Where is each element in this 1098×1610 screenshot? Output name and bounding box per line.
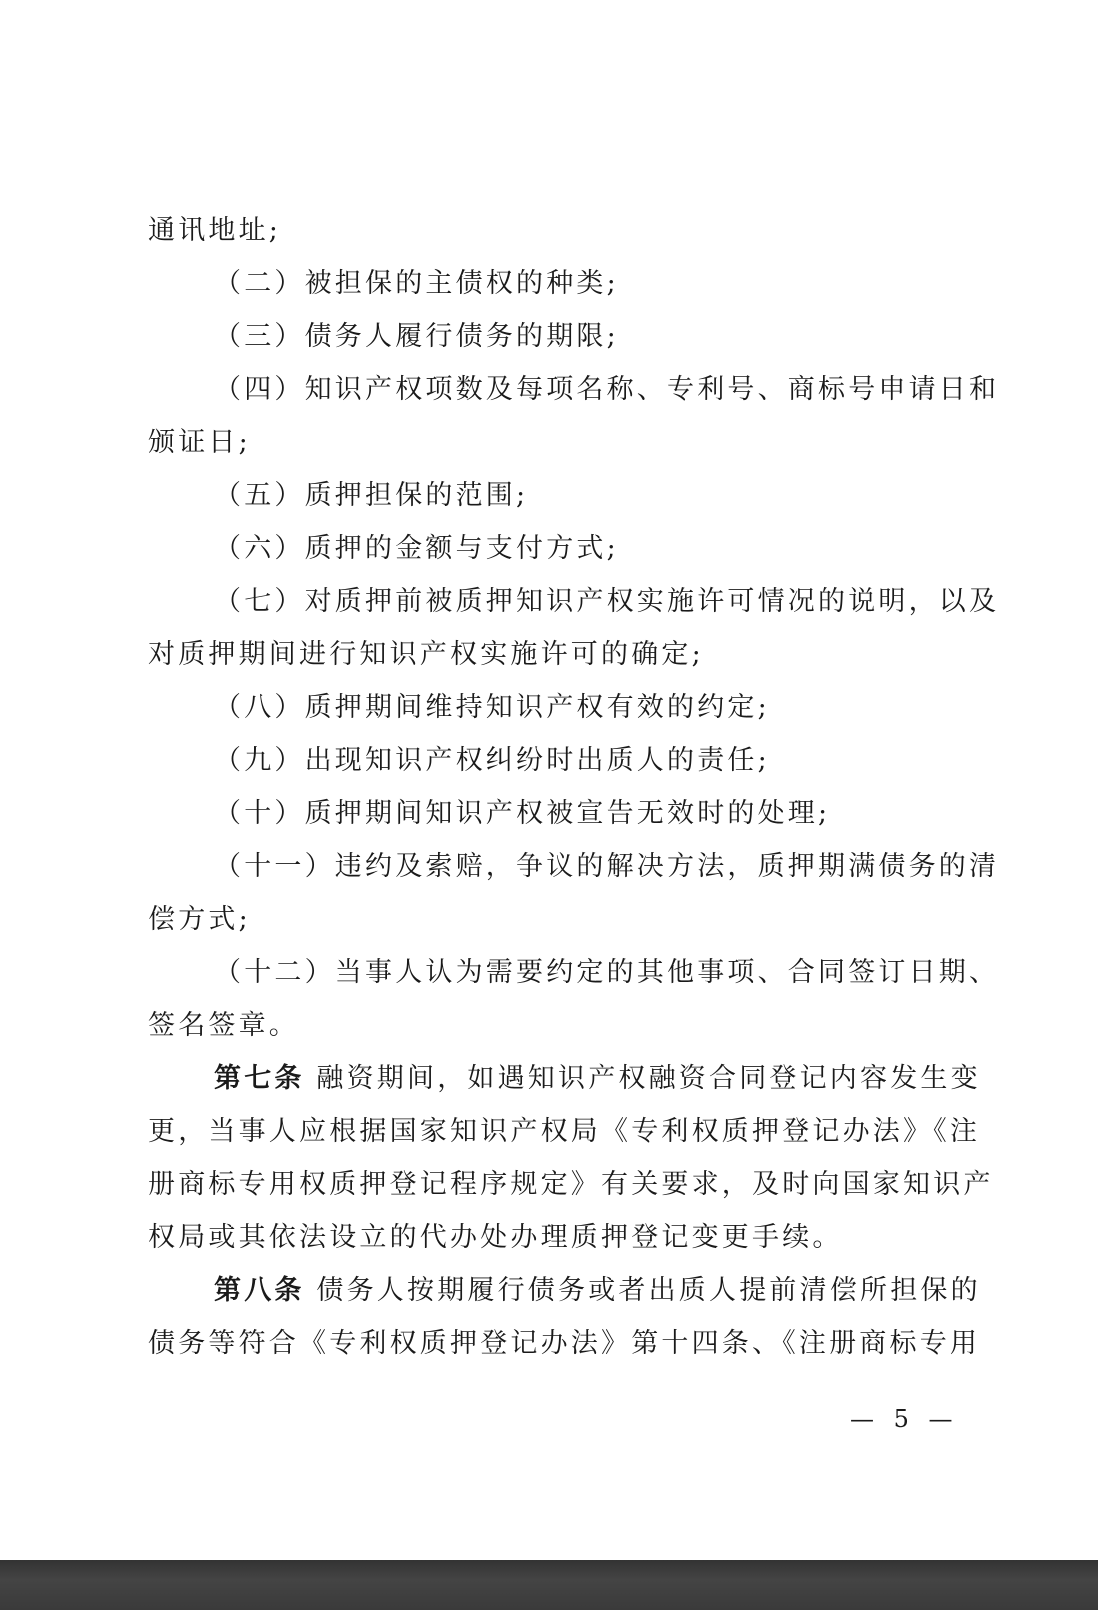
text-line: 册商标专用权质押登记程序规定》有关要求，及时向国家知识产: [148, 1169, 994, 1200]
clause-item-7: （七）对质押前被质押知识产权实施许可情况的说明，以及: [214, 586, 1000, 617]
text-line: 通讯地址;: [148, 215, 282, 246]
article-heading: 第八条: [214, 1275, 305, 1306]
text-line: 债务等符合《专利权质押登记办法》第十四条、《注册商标专用: [148, 1328, 981, 1359]
clause-item-11: （十一）违约及索赔，争议的解决方法，质押期满债务的清: [214, 851, 1000, 882]
text-line: 更，当事人应根据国家知识产权局《专利权质押登记办法》《注: [148, 1116, 981, 1147]
article-heading: 第七条: [214, 1063, 305, 1094]
text-line: 颁证日;: [148, 427, 251, 458]
clause-item-10: （十）质押期间知识产权被宣告无效时的处理;: [214, 798, 831, 829]
article-text: 债务人按期履行债务或者出质人提前清偿所担保的: [304, 1275, 981, 1306]
bottom-scrollbar-bar: [0, 1560, 1098, 1610]
text-line: 签名签章。: [148, 1010, 299, 1041]
body-text: [148, 204, 1000, 1370]
clause-item-2: （二）被担保的主债权的种类;: [214, 268, 619, 299]
clause-item-8: （八）质押期间维持知识产权有效的约定;: [214, 692, 770, 723]
clause-item-6: （六）质押的金额与支付方式;: [214, 533, 619, 564]
page-number: — 5 —: [850, 1405, 959, 1433]
article-8: [148, 1264, 981, 1317]
clause-item-3: （三）债务人履行债务的期限;: [214, 321, 619, 352]
article-7: [148, 1052, 981, 1105]
text-line: 偿方式;: [148, 904, 251, 935]
clause-item-4: （四）知识产权项数及每项名称、专利号、商标号申请日和: [214, 374, 1000, 405]
article-text: 融资期间，如遇知识产权融资合同登记内容发生变: [304, 1063, 981, 1094]
text-line: 对质押期间进行知识产权实施许可的确定;: [148, 639, 704, 670]
text-line: 权局或其依法设立的代办处办理质押登记变更手续。: [148, 1222, 843, 1253]
clause-item-5: （五）质押担保的范围;: [214, 480, 529, 511]
clause-item-9: （九）出现知识产权纠纷时出质人的责任;: [214, 745, 770, 776]
clause-item-12: （十二）当事人认为需要约定的其他事项、合同签订日期、: [214, 957, 1000, 988]
